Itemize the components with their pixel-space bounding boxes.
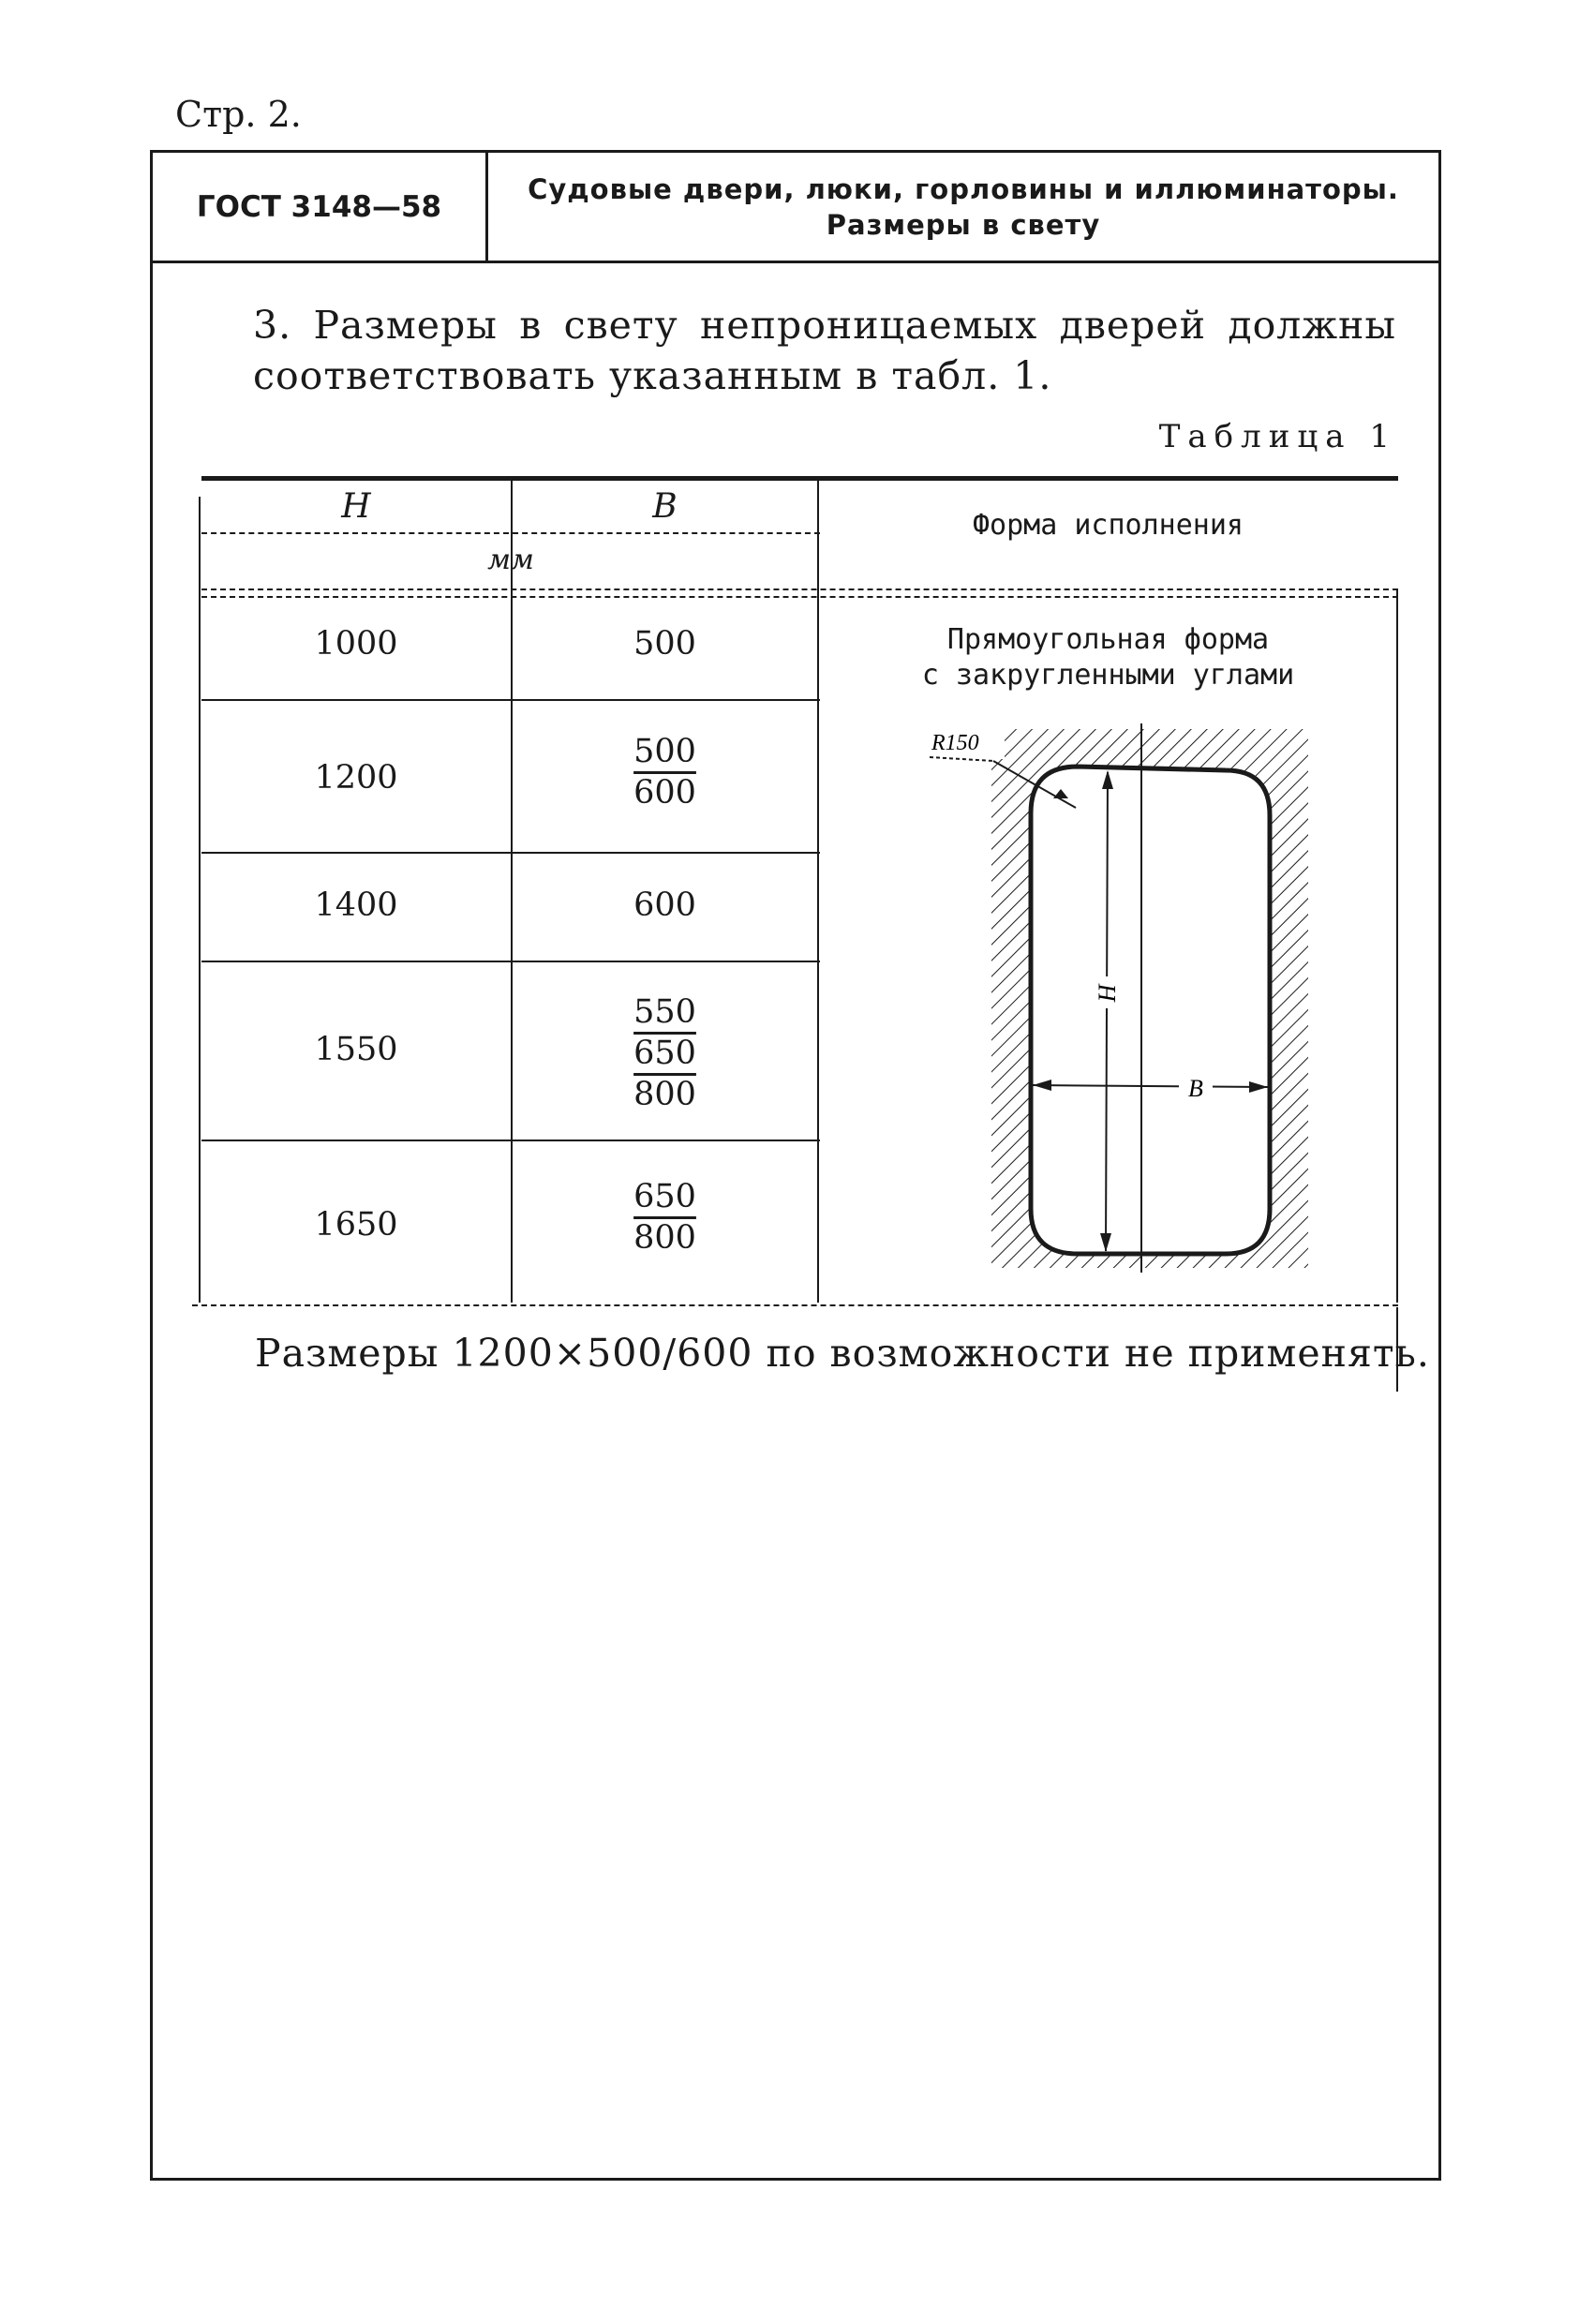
page-number: Стр. 2. bbox=[175, 94, 302, 135]
shape-title bbox=[820, 622, 1396, 693]
row-rule-1 bbox=[201, 699, 820, 701]
b-value: 650 bbox=[633, 1178, 696, 1215]
standard-title bbox=[488, 153, 1438, 261]
standard-title-line2: Размеры в свету bbox=[826, 208, 1101, 241]
col-header-h: H bbox=[341, 487, 371, 526]
row-rule-3 bbox=[201, 961, 820, 962]
cell-h-1200: 1200 bbox=[314, 759, 398, 797]
cell-h-1400: 1400 bbox=[314, 886, 398, 924]
door-diagram bbox=[928, 722, 1321, 1274]
header-sub-rule bbox=[201, 532, 820, 534]
row-rule-4 bbox=[201, 1140, 820, 1141]
standard-code: ГОСТ 3148—58 bbox=[153, 153, 488, 261]
note-text: Размеры 1200×500/600 по возможности не применять. bbox=[255, 1331, 1430, 1376]
cell-b-row5 bbox=[513, 1176, 817, 1259]
table-label: Таблица 1 bbox=[1158, 418, 1397, 455]
unit-label: мм bbox=[487, 544, 534, 576]
header-row bbox=[153, 153, 1438, 263]
row-rule-2 bbox=[201, 852, 820, 854]
b-value: 800 bbox=[633, 1076, 696, 1113]
b-value: 650 bbox=[633, 1035, 696, 1072]
shape-title-line2: с закругленными углами bbox=[921, 659, 1295, 692]
b-value: 800 bbox=[633, 1219, 696, 1257]
col-header-form: Форма исполнения bbox=[973, 509, 1244, 542]
b-value: 500 bbox=[633, 733, 696, 770]
right-margin-tick bbox=[1396, 1307, 1398, 1392]
b-dimension-label: B bbox=[1188, 1075, 1203, 1102]
cell-b-row3: 600 bbox=[633, 886, 696, 924]
radius-label: R150 bbox=[931, 731, 979, 755]
cell-h-1550: 1550 bbox=[314, 1031, 398, 1068]
table-bottom-rule bbox=[192, 1304, 1398, 1306]
paragraph-3: 3. Размеры в свету непроницаемых дверей должны соответствовать указанным в табл. 1. bbox=[253, 303, 1396, 398]
table-top-rule bbox=[201, 476, 1398, 481]
standard-title-line1: Судовые двери, люки, горловины и иллюминаторы. bbox=[528, 172, 1399, 205]
cell-h-1650: 1650 bbox=[314, 1206, 398, 1244]
cell-b-row1: 500 bbox=[633, 625, 696, 663]
col-header-b: B bbox=[652, 487, 678, 526]
h-dimension-label: H bbox=[1094, 984, 1121, 1003]
cell-h-1000: 1000 bbox=[314, 625, 398, 663]
header-bottom-rule-2 bbox=[201, 596, 1398, 598]
table-left-border bbox=[199, 497, 201, 1303]
col-divider-b-form bbox=[817, 480, 819, 1303]
table-right-border bbox=[1396, 590, 1398, 1303]
cell-b-row4 bbox=[513, 991, 817, 1115]
b-value: 600 bbox=[633, 774, 696, 812]
cell-b-row2 bbox=[513, 731, 817, 813]
header-bottom-rule bbox=[201, 588, 1398, 590]
door-opening-outline bbox=[1031, 767, 1270, 1254]
b-value: 550 bbox=[633, 993, 696, 1031]
shape-title-line1: Прямоугольная форма bbox=[946, 623, 1270, 656]
